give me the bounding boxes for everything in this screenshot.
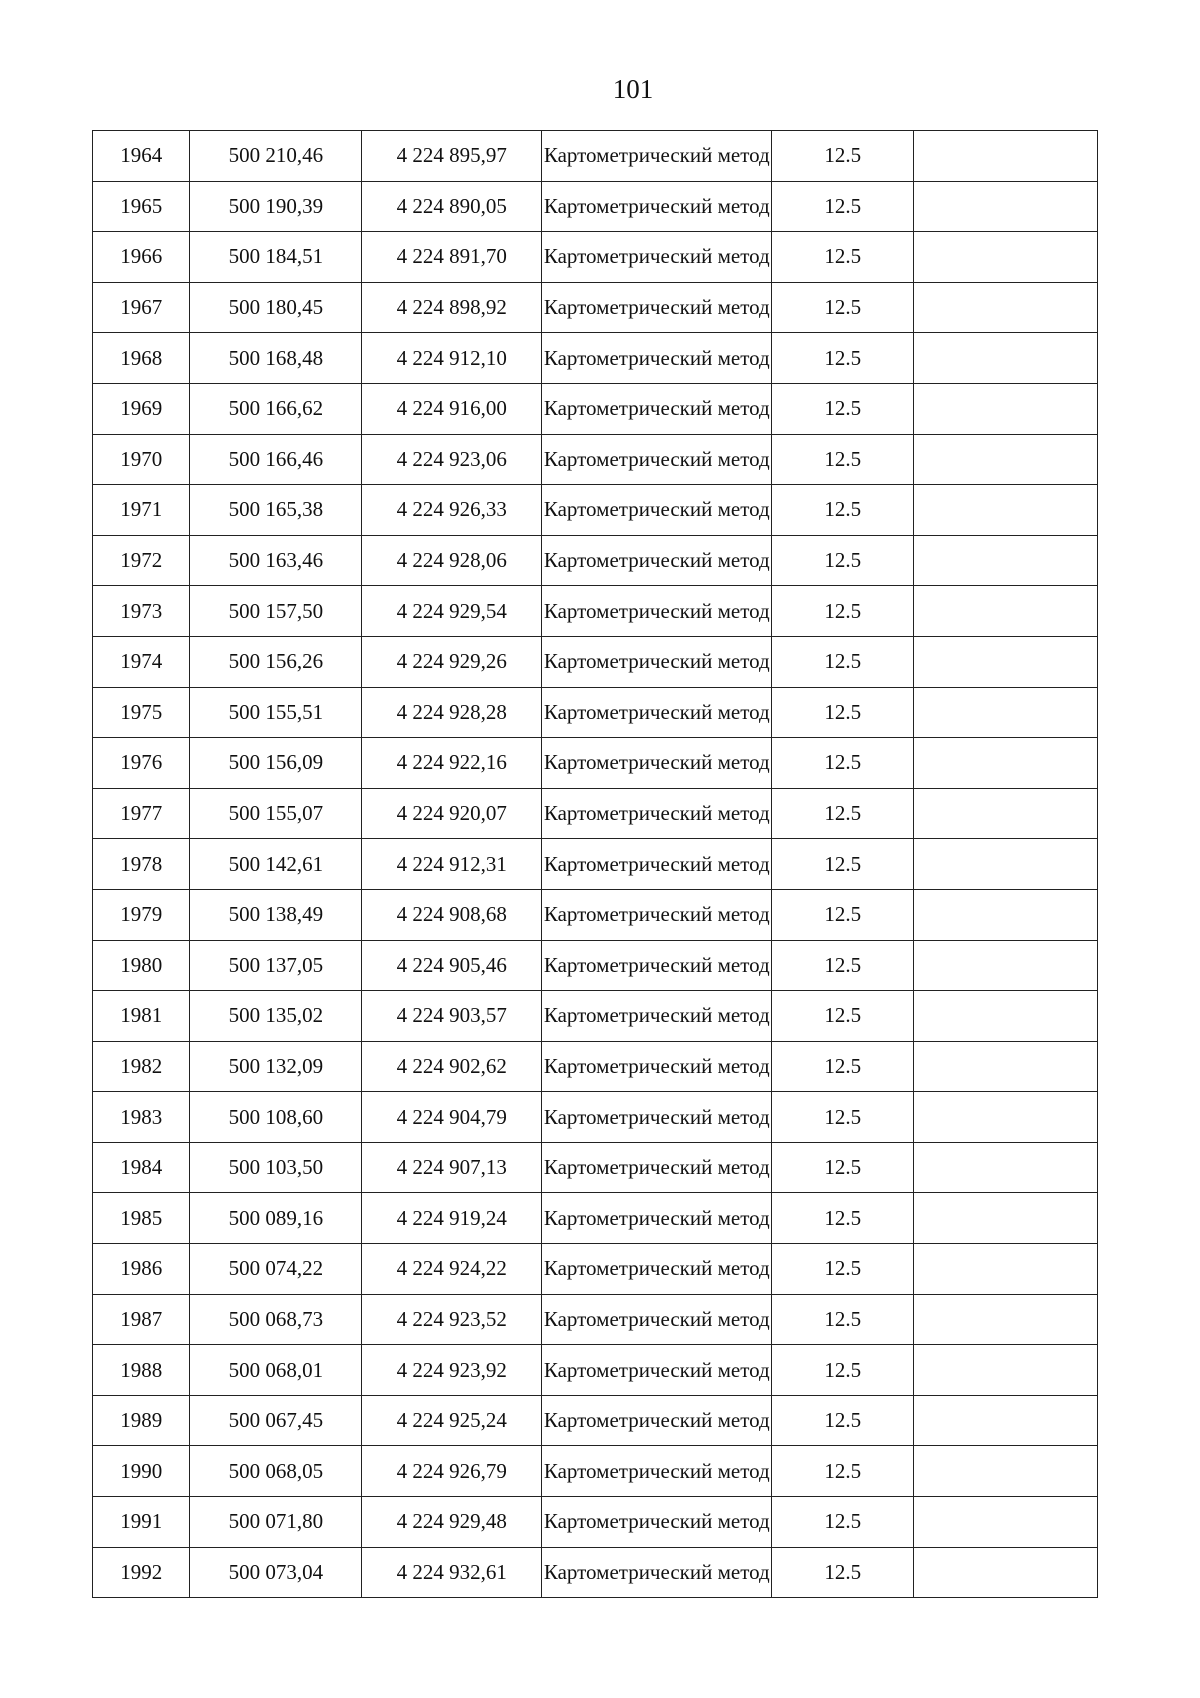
accuracy-cell: 12.5 bbox=[772, 535, 914, 586]
table-row bbox=[93, 1395, 1098, 1446]
method-cell: Картометрический метод bbox=[542, 738, 772, 789]
accuracy-cell: 12.5 bbox=[772, 788, 914, 839]
y-coordinate-cell: 4 224 929,48 bbox=[362, 1497, 542, 1548]
note-cell bbox=[914, 586, 1098, 637]
table-row bbox=[93, 839, 1098, 890]
method-cell: Картометрический метод bbox=[542, 586, 772, 637]
note-cell bbox=[914, 1193, 1098, 1244]
x-coordinate-cell: 500 156,26 bbox=[190, 636, 362, 687]
y-coordinate-cell: 4 224 902,62 bbox=[362, 1041, 542, 1092]
point-number-cell: 1990 bbox=[93, 1446, 190, 1497]
page-number: 101 bbox=[612, 74, 654, 104]
table-row bbox=[93, 181, 1098, 232]
y-coordinate-cell: 4 224 932,61 bbox=[362, 1547, 542, 1598]
accuracy-cell: 12.5 bbox=[772, 940, 914, 991]
note-cell bbox=[914, 1294, 1098, 1345]
x-coordinate-cell: 500 166,62 bbox=[190, 383, 362, 434]
y-coordinate-cell: 4 224 907,13 bbox=[362, 1142, 542, 1193]
x-coordinate-cell: 500 155,51 bbox=[190, 687, 362, 738]
y-coordinate-cell: 4 224 908,68 bbox=[362, 889, 542, 940]
accuracy-cell: 12.5 bbox=[772, 1142, 914, 1193]
note-cell bbox=[914, 1497, 1098, 1548]
table-row bbox=[93, 232, 1098, 283]
table-row bbox=[93, 1294, 1098, 1345]
x-coordinate-cell: 500 089,16 bbox=[190, 1193, 362, 1244]
note-cell bbox=[914, 738, 1098, 789]
table-row bbox=[93, 485, 1098, 536]
point-number-cell: 1965 bbox=[93, 181, 190, 232]
y-coordinate-cell: 4 224 928,06 bbox=[362, 535, 542, 586]
x-coordinate-cell: 500 190,39 bbox=[190, 181, 362, 232]
method-cell: Картометрический метод bbox=[542, 1446, 772, 1497]
note-cell bbox=[914, 1446, 1098, 1497]
method-cell: Картометрический метод bbox=[542, 1345, 772, 1396]
y-coordinate-cell: 4 224 923,52 bbox=[362, 1294, 542, 1345]
method-cell: Картометрический метод bbox=[542, 1244, 772, 1295]
x-coordinate-cell: 500 068,01 bbox=[190, 1345, 362, 1396]
y-coordinate-cell: 4 224 923,92 bbox=[362, 1345, 542, 1396]
x-coordinate-cell: 500 068,73 bbox=[190, 1294, 362, 1345]
method-cell: Картометрический метод bbox=[542, 889, 772, 940]
x-coordinate-cell: 500 137,05 bbox=[190, 940, 362, 991]
point-number-cell: 1974 bbox=[93, 636, 190, 687]
y-coordinate-cell: 4 224 929,54 bbox=[362, 586, 542, 637]
y-coordinate-cell: 4 224 929,26 bbox=[362, 636, 542, 687]
point-number-cell: 1975 bbox=[93, 687, 190, 738]
method-cell: Картометрический метод bbox=[542, 232, 772, 283]
accuracy-cell: 12.5 bbox=[772, 1497, 914, 1548]
point-number-cell: 1986 bbox=[93, 1244, 190, 1295]
x-coordinate-cell: 500 138,49 bbox=[190, 889, 362, 940]
method-cell: Картометрический метод bbox=[542, 1041, 772, 1092]
method-cell: Картометрический метод bbox=[542, 535, 772, 586]
y-coordinate-cell: 4 224 890,05 bbox=[362, 181, 542, 232]
table-row bbox=[93, 738, 1098, 789]
x-coordinate-cell: 500 103,50 bbox=[190, 1142, 362, 1193]
method-cell: Картометрический метод bbox=[542, 991, 772, 1042]
method-cell: Картометрический метод bbox=[542, 1497, 772, 1548]
note-cell bbox=[914, 282, 1098, 333]
point-number-cell: 1966 bbox=[93, 232, 190, 283]
x-coordinate-cell: 500 142,61 bbox=[190, 839, 362, 890]
note-cell bbox=[914, 1345, 1098, 1396]
y-coordinate-cell: 4 224 925,24 bbox=[362, 1395, 542, 1446]
y-coordinate-cell: 4 224 891,70 bbox=[362, 232, 542, 283]
accuracy-cell: 12.5 bbox=[772, 586, 914, 637]
note-cell bbox=[914, 687, 1098, 738]
table-row bbox=[93, 434, 1098, 485]
y-coordinate-cell: 4 224 922,16 bbox=[362, 738, 542, 789]
x-coordinate-cell: 500 074,22 bbox=[190, 1244, 362, 1295]
accuracy-cell: 12.5 bbox=[772, 333, 914, 384]
y-coordinate-cell: 4 224 924,22 bbox=[362, 1244, 542, 1295]
x-coordinate-cell: 500 184,51 bbox=[190, 232, 362, 283]
table-row bbox=[93, 1092, 1098, 1143]
method-cell: Картометрический метод bbox=[542, 1193, 772, 1244]
note-cell bbox=[914, 636, 1098, 687]
accuracy-cell: 12.5 bbox=[772, 738, 914, 789]
point-number-cell: 1985 bbox=[93, 1193, 190, 1244]
point-number-cell: 1992 bbox=[93, 1547, 190, 1598]
note-cell bbox=[914, 333, 1098, 384]
x-coordinate-cell: 500 067,45 bbox=[190, 1395, 362, 1446]
point-number-cell: 1982 bbox=[93, 1041, 190, 1092]
y-coordinate-cell: 4 224 898,92 bbox=[362, 282, 542, 333]
table-row bbox=[93, 889, 1098, 940]
x-coordinate-cell: 500 155,07 bbox=[190, 788, 362, 839]
note-cell bbox=[914, 1547, 1098, 1598]
accuracy-cell: 12.5 bbox=[772, 434, 914, 485]
x-coordinate-cell: 500 073,04 bbox=[190, 1547, 362, 1598]
point-number-cell: 1991 bbox=[93, 1497, 190, 1548]
x-coordinate-cell: 500 068,05 bbox=[190, 1446, 362, 1497]
x-coordinate-cell: 500 108,60 bbox=[190, 1092, 362, 1143]
table-row bbox=[93, 940, 1098, 991]
point-number-cell: 1988 bbox=[93, 1345, 190, 1396]
method-cell: Картометрический метод bbox=[542, 333, 772, 384]
point-number-cell: 1981 bbox=[93, 991, 190, 1042]
accuracy-cell: 12.5 bbox=[772, 889, 914, 940]
coordinates-table bbox=[92, 130, 1098, 1598]
point-number-cell: 1984 bbox=[93, 1142, 190, 1193]
y-coordinate-cell: 4 224 928,28 bbox=[362, 687, 542, 738]
note-cell bbox=[914, 788, 1098, 839]
y-coordinate-cell: 4 224 916,00 bbox=[362, 383, 542, 434]
point-number-cell: 1972 bbox=[93, 535, 190, 586]
method-cell: Картометрический метод bbox=[542, 1142, 772, 1193]
y-coordinate-cell: 4 224 895,97 bbox=[362, 131, 542, 182]
x-coordinate-cell: 500 157,50 bbox=[190, 586, 362, 637]
method-cell: Картометрический метод bbox=[542, 282, 772, 333]
note-cell bbox=[914, 1092, 1098, 1143]
x-coordinate-cell: 500 180,45 bbox=[190, 282, 362, 333]
note-cell bbox=[914, 1041, 1098, 1092]
note-cell bbox=[914, 940, 1098, 991]
note-cell bbox=[914, 839, 1098, 890]
table-row bbox=[93, 333, 1098, 384]
table-row bbox=[93, 282, 1098, 333]
table-row bbox=[93, 1446, 1098, 1497]
method-cell: Картометрический метод bbox=[542, 485, 772, 536]
note-cell bbox=[914, 1395, 1098, 1446]
y-coordinate-cell: 4 224 926,79 bbox=[362, 1446, 542, 1497]
note-cell bbox=[914, 1142, 1098, 1193]
accuracy-cell: 12.5 bbox=[772, 1395, 914, 1446]
accuracy-cell: 12.5 bbox=[772, 485, 914, 536]
table-row bbox=[93, 1547, 1098, 1598]
method-cell: Картометрический метод bbox=[542, 687, 772, 738]
table-row bbox=[93, 131, 1098, 182]
accuracy-cell: 12.5 bbox=[772, 1547, 914, 1598]
point-number-cell: 1978 bbox=[93, 839, 190, 890]
note-cell bbox=[914, 991, 1098, 1042]
point-number-cell: 1976 bbox=[93, 738, 190, 789]
point-number-cell: 1979 bbox=[93, 889, 190, 940]
accuracy-cell: 12.5 bbox=[772, 383, 914, 434]
x-coordinate-cell: 500 165,38 bbox=[190, 485, 362, 536]
y-coordinate-cell: 4 224 905,46 bbox=[362, 940, 542, 991]
y-coordinate-cell: 4 224 926,33 bbox=[362, 485, 542, 536]
point-number-cell: 1973 bbox=[93, 586, 190, 637]
x-coordinate-cell: 500 135,02 bbox=[190, 991, 362, 1042]
y-coordinate-cell: 4 224 903,57 bbox=[362, 991, 542, 1042]
method-cell: Картометрический метод bbox=[542, 1395, 772, 1446]
method-cell: Картометрический метод bbox=[542, 1294, 772, 1345]
point-number-cell: 1967 bbox=[93, 282, 190, 333]
point-number-cell: 1970 bbox=[93, 434, 190, 485]
x-coordinate-cell: 500 166,46 bbox=[190, 434, 362, 485]
accuracy-cell: 12.5 bbox=[772, 1092, 914, 1143]
table-row bbox=[93, 1193, 1098, 1244]
note-cell bbox=[914, 1244, 1098, 1295]
note-cell bbox=[914, 383, 1098, 434]
y-coordinate-cell: 4 224 912,10 bbox=[362, 333, 542, 384]
table-row bbox=[93, 1142, 1098, 1193]
accuracy-cell: 12.5 bbox=[772, 282, 914, 333]
accuracy-cell: 12.5 bbox=[772, 1345, 914, 1396]
method-cell: Картометрический метод bbox=[542, 788, 772, 839]
method-cell: Картометрический метод bbox=[542, 383, 772, 434]
y-coordinate-cell: 4 224 920,07 bbox=[362, 788, 542, 839]
accuracy-cell: 12.5 bbox=[772, 1041, 914, 1092]
table-row bbox=[93, 1497, 1098, 1548]
point-number-cell: 1971 bbox=[93, 485, 190, 536]
note-cell bbox=[914, 232, 1098, 283]
point-number-cell: 1980 bbox=[93, 940, 190, 991]
y-coordinate-cell: 4 224 923,06 bbox=[362, 434, 542, 485]
x-coordinate-cell: 500 163,46 bbox=[190, 535, 362, 586]
accuracy-cell: 12.5 bbox=[772, 181, 914, 232]
point-number-cell: 1987 bbox=[93, 1294, 190, 1345]
table-row bbox=[93, 1345, 1098, 1396]
table-row bbox=[93, 788, 1098, 839]
accuracy-cell: 12.5 bbox=[772, 1446, 914, 1497]
method-cell: Картометрический метод bbox=[542, 1547, 772, 1598]
x-coordinate-cell: 500 210,46 bbox=[190, 131, 362, 182]
note-cell bbox=[914, 131, 1098, 182]
coordinates-table-body bbox=[93, 131, 1098, 1598]
method-cell: Картометрический метод bbox=[542, 131, 772, 182]
accuracy-cell: 12.5 bbox=[772, 131, 914, 182]
note-cell bbox=[914, 535, 1098, 586]
point-number-cell: 1977 bbox=[93, 788, 190, 839]
method-cell: Картометрический метод bbox=[542, 434, 772, 485]
note-cell bbox=[914, 889, 1098, 940]
accuracy-cell: 12.5 bbox=[772, 1294, 914, 1345]
x-coordinate-cell: 500 071,80 bbox=[190, 1497, 362, 1548]
table-row bbox=[93, 991, 1098, 1042]
method-cell: Картометрический метод bbox=[542, 839, 772, 890]
accuracy-cell: 12.5 bbox=[772, 839, 914, 890]
x-coordinate-cell: 500 168,48 bbox=[190, 333, 362, 384]
accuracy-cell: 12.5 bbox=[772, 1244, 914, 1295]
table-row bbox=[93, 535, 1098, 586]
accuracy-cell: 12.5 bbox=[772, 1193, 914, 1244]
accuracy-cell: 12.5 bbox=[772, 991, 914, 1042]
table-row bbox=[93, 687, 1098, 738]
note-cell bbox=[914, 485, 1098, 536]
table-row bbox=[93, 586, 1098, 637]
point-number-cell: 1969 bbox=[93, 383, 190, 434]
accuracy-cell: 12.5 bbox=[772, 636, 914, 687]
method-cell: Картометрический метод bbox=[542, 181, 772, 232]
table-row bbox=[93, 636, 1098, 687]
table-row bbox=[93, 1041, 1098, 1092]
point-number-cell: 1964 bbox=[93, 131, 190, 182]
method-cell: Картометрический метод bbox=[542, 940, 772, 991]
x-coordinate-cell: 500 132,09 bbox=[190, 1041, 362, 1092]
point-number-cell: 1983 bbox=[93, 1092, 190, 1143]
note-cell bbox=[914, 434, 1098, 485]
accuracy-cell: 12.5 bbox=[772, 232, 914, 283]
accuracy-cell: 12.5 bbox=[772, 687, 914, 738]
method-cell: Картометрический метод bbox=[542, 1092, 772, 1143]
x-coordinate-cell: 500 156,09 bbox=[190, 738, 362, 789]
method-cell: Картометрический метод bbox=[542, 636, 772, 687]
table-row bbox=[93, 1244, 1098, 1295]
point-number-cell: 1968 bbox=[93, 333, 190, 384]
table-row bbox=[93, 383, 1098, 434]
note-cell bbox=[914, 181, 1098, 232]
point-number-cell: 1989 bbox=[93, 1395, 190, 1446]
y-coordinate-cell: 4 224 919,24 bbox=[362, 1193, 542, 1244]
y-coordinate-cell: 4 224 912,31 bbox=[362, 839, 542, 890]
y-coordinate-cell: 4 224 904,79 bbox=[362, 1092, 542, 1143]
